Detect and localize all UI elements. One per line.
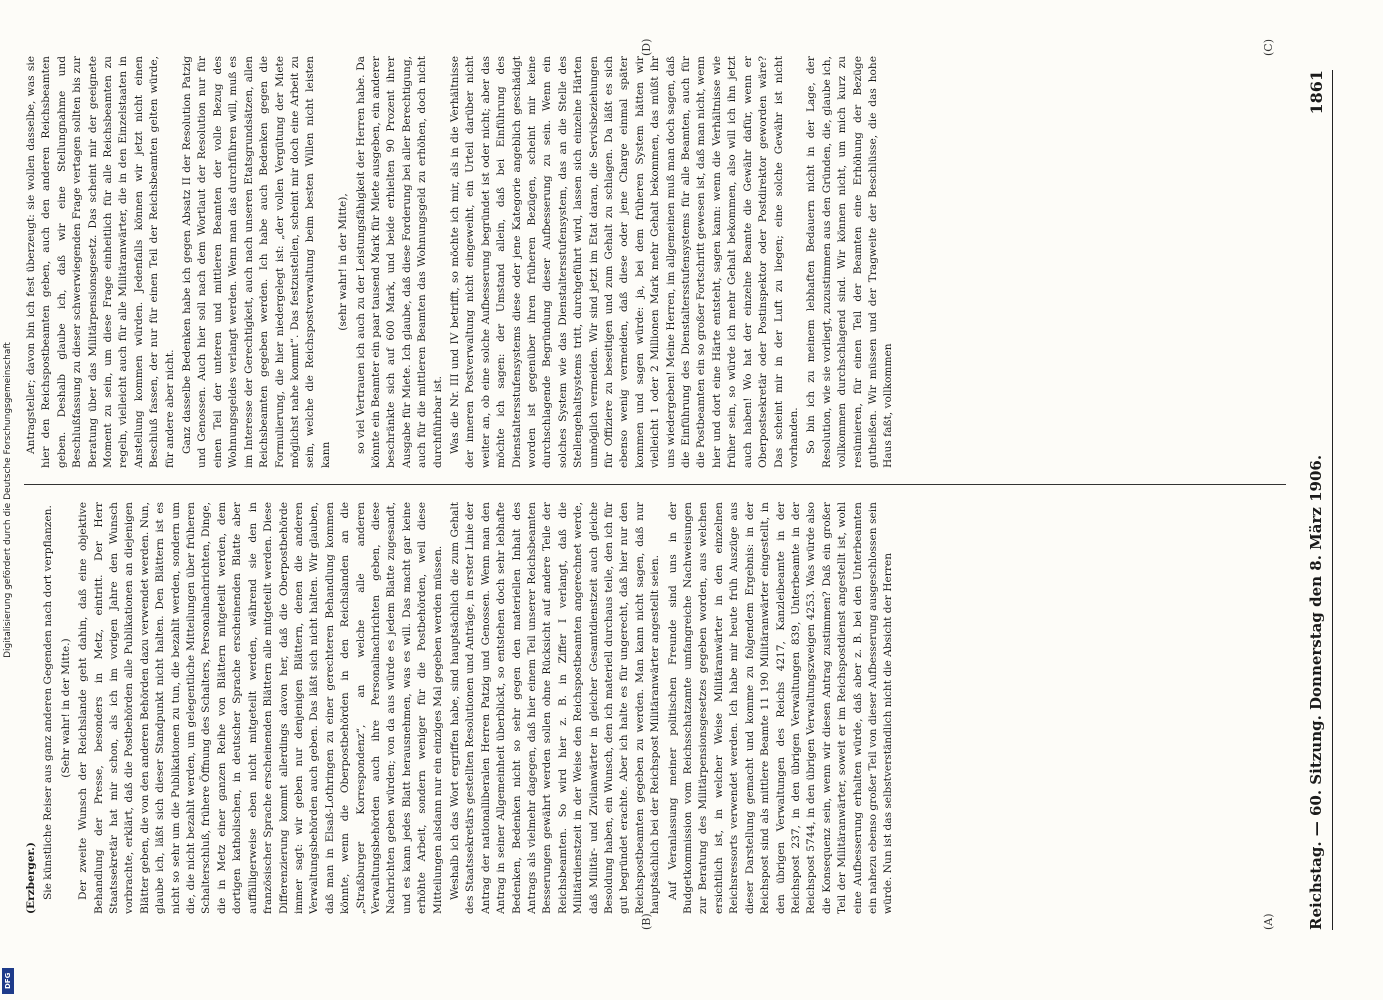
right-paragraph: So bin ich zu meinem lebhaften Bedauern nicht in der Lage, der Resolution, wie sie vorliegt, zuzustimmen aus den Gründen, die, glaube ich, vollkommen durchschlagend sind. Wir können nicht, um mich kurz zu resümieren, für einen Teil der Beamten eine Erhöhung der Bezüge gutheißen. Wir müssen und der Tragweite der Beschlüsse, die das hohe Haus faßt, vollkommen bbox=[805, 56, 895, 468]
margin-marker-d: (D) bbox=[640, 38, 653, 56]
margin-marker-b: (B) bbox=[640, 913, 653, 930]
left-paragraph: Weshalb ich das Wort ergriffen habe, sind hauptsächlich die zum Gehalt des Staatssekretärs gestellten Resolutionen und Anträge, in erster Linie der Antrag der nationalliberalen Herren Patzig und Genossen. Wenn man den Antrag in seiner Allgemeinheit überblickt, so entstehen doch sehr lebhafte Bedenken, Bedenken nicht so sehr gegen den materiellen Inhalt des Antrags als vielmehr dagegen, daß hier einem Teil unserer Reichsbeamten Besserungen gewährt werden sollen ohne Rücksicht auf andere Teile der Reichsbeamten. So wird hier z. B. in Ziffer I verlangt, daß die Militärdienstzeit in der Weise den Reichspostbeamten angerechnet werde, daß Militär- und Zivilanwärter in gleicher Gesamtdienstzeit auch gleiche Besoldung haben, ein Wunsch, den ich materiell durchaus teile, den ich für gut begründet erachte. Aber ich halte es für ungerecht, daß hier nur den Reichspostbeamten gegeben zu werden. Man kann nicht sagen, daß nur hauptsächlich bei der Reichspost Militäranwärter angestellt seien. bbox=[448, 502, 662, 914]
speaker-name: (Erzberger.) bbox=[25, 842, 37, 914]
interjection: (Sehr wahr! in der Mitte.) bbox=[59, 638, 72, 778]
header-title: Reichstag. — 60. Sitzung. Donnerstag den 8. März 1906. bbox=[1307, 454, 1325, 930]
left-paragraph: Der zweite Wunsch der Reichslande geht dahin, daß eine objektive Behandlung der Presse, besonders in Metz, eintritt. Der Herr Staatssekretär hat mir schon, als ich im vorigen Jahre den Wunsch vorbrachte, erklärt, daß die Postbehörden alle Publikationen an diejenigen Blätter geben, die von den anderen Behörden dazu verwendet werden. Nun, glaube ich, läßt sich dieser Standpunkt nicht halten. Den Blättern ist es nicht so sehr um die Publikationen zu tun, die bezahlt werden, sondern um die, die nicht bezahlt werden, um gelegentliche Mitteilungen über früheren Schalterschluß, frühere Öffnung des Schalters, Personalnachrichten, Dinge, die in Metz einer ganzen Reihe von Blättern mitgeteilt werden, dem dortigen katholischen, in deutscher Sprache erscheinenden Blatte aber auffälligerweise eben nicht mitgeteilt werden, während sie den in französischer Sprache erscheinenden Blättern alle mitgeteilt werden. Diese Differenzierung kommt allerdings davon her, daß die Oberpostbehörde immer sagt: wir geben nur denjenigen Blättern, denen die anderen Verwaltungsbehörden auch geben. Das läßt sich nicht halten. Wir glauben, daß man in Elsaß-Lothringen zu einer gerechteren Behandlung kommen könnte, wenn die Oberpostbehörden in den Reichslanden an die „Straßburger Korrespondenz“, an welche alle anderen Verwaltungsbehörden auch ihre Personalnachrichten geben, diese Nachrichten geben würden; von da aus würde es jedem Blatte zugesandt, und es kann jedes Blatt herausnehmen, was es will. Das macht gar keine erhöhte Arbeit, sondern weniger für die Postbehörden, weil diese Mitteilungen alsdann nur ein einziges Mal gegeben werden müssen. bbox=[77, 502, 444, 914]
column-divider bbox=[24, 484, 1286, 485]
right-column bbox=[24, 56, 1286, 468]
page-number: 1861 bbox=[1306, 70, 1326, 115]
right-paragraph: Was die Nr. III und IV betrifft, so möchte ich mir, als in die Verhältnisse der inneren Postverwaltung nicht eingeweiht, ein Urteil darüber nicht weiter an, ob eine solche Aufbesserung begründet ist oder nicht; aber das möchte ich sagen: der Umstand allein, daß bei Einführung des Dienstaltersstufensystems diese oder jene Kategorie angeblich geschädigt worden ist gegenüber ihren früheren Bezügen, scheint mir keine durchschlagende Begründung dieser Aufbesserung zu sein. Wenn ein solches System wie das Dienstaltersstufensystem, das an die Stelle des Stellengehaltsystems tritt, durchgeführt wird, lassen sich einzelne Härten unmöglich vermeiden. Wir sind jetzt im Etat daran, die Servisbeziehungen für Offiziere zu beseitigen und zum Gehalt zu schlagen. Da läßt es sich ebenso wenig vermeiden, daß diese oder jene Charge einmal später kommen und sagen würde: ja, bei dem früheren System hätten wir vielleicht 1 oder 2 Millionen Mark mehr Gehalt bekommen, das müßt ihr uns wiedergeben! Meine Herren, im allgemeinen muß man doch sagen, daß die Einführung des Dienstaltersstufensystems für alle Beamten, auch für die Postbeamten ein so großer Fortschritt gewesen ist, daß man nicht, wenn hier und dort eine Härte entsteht, sagen kann: wenn die Verhältnisse wie früher sein, so würde ich mehr Gehalt bekommen, also will ich ihn jetzt auch haben! Wo hat der einzelne Beamte die Gewähr dafür, wenn er Oberpostsekretär oder Postinspektor oder Postdirektor geworden wäre? Das scheint mir in der Luft zu liegen; eine solche Gewähr ist nicht vorhanden. bbox=[448, 56, 800, 468]
margin-marker-a: (A) bbox=[1262, 913, 1275, 930]
right-paragraph: so viel Vertrauen ich auch zu der Leistungsfähigkeit der Herren habe. Da könnte ein Beamter ein paar tausend Mark für Miete ausgeben, ein anderer beschränkte sich auf 600 Mark, und beide erhielten 90 Prozent ihrer Ausgabe für Miete. Ich glaube, daß diese Forderung bei aller Berechtigung, auch für die mittleren Beamten das Wohnungsgeld zu erhöhen, doch nicht durchführbar ist. bbox=[354, 56, 444, 468]
left-paragraph: Auf Veranlassung meiner politischen Freunde sind uns in der Budgetkommission vom Reichsschatzamte umfangreiche Nachweisungen zur Beratung des Militärpensionsgesetzes gegeben worden, aus welchen ersichtlich ist, in welcher Weise Militäranwärter in den einzelnen Reichsressorts verwendet werden. Ich habe mir heute früh Auszüge aus dieser Darstellung gemacht und komme zu folgendem Ergebnis: in der Reichspost sind als mittlere Beamte 11 190 Militäranwärter eingestellt, in den übrigen Verwaltungen des Reichs 4217, Kanzleibeamte in der Reichspost 237, in den übrigen Verwaltungen 839, Unterbeamte in der Reichspost 5744, in den übrigen Verwaltungszweigen 4253. Was würde also die Konsequenz sein, wenn wir diesen Antrag zustimmen? Daß ein großer Teil der Militäranwärter, soweit er im Reichspostdienst angestellt ist, wohl eine Aufbesserung erhalten würde, daß aber z. B. bei den Unterbeamten ein nahezu ebenso großer Teil von dieser Aufbesserung ausgeschlossen sein würde. Nun ist das selbstverständlich nicht die Absicht der Herren bbox=[666, 502, 895, 914]
dfg-logo: DFG bbox=[2, 968, 14, 994]
left-paragraph: Sie künstliche Reiser aus ganz anderen Gegenden nach dort verpflanzen. bbox=[42, 505, 55, 900]
digitization-credit bbox=[2, 0, 14, 1000]
page-header bbox=[1300, 70, 1333, 930]
credit-text: Digitalisierung gefördert durch die Deutsche Forschungsgemeinschaft bbox=[3, 342, 14, 658]
right-paragraph: Antragsteller; davon bin ich fest überzeugt: sie wollen dasselbe, was sie hier den Reichspostbeamten geben, auch den anderen Reichsbeamten geben. Deshalb glaube ich, daß wir eine Stellungnahme und Beschlußfassung zu dieser schwerwiegenden Frage vertagen sollten bis zur Beratung über das Militärpensionsgesetz. Das scheint mir der geeignete Moment zu sein, um diese Frage einheitlich für alle Reichsbeamten zu regeln, vielleicht auch für alle Militäranwärter, die in den Einzelstaaten in Anstellung kommen würden. Jedenfalls können wir jetzt nicht einen Beschluß fassen, der nur für einen Teil der Reichsbeamten gelten würde, für andere aber nicht. bbox=[25, 56, 176, 468]
right-paragraph: Ganz dasselbe Bedenken habe ich gegen Absatz II der Resolution Patzig und Genossen. Auch hier soll nach dem Wortlaut der Resolution nur für einen Teil der unteren und mittleren Beamten der volle Bezug des Wohnungsgeldes verlangt werden. Wenn man das durchführen will, muß es im Interesse der Gerechtigkeit, auch nach unseren Etatsgrundsätzen, allen Reichsbeamten gegeben werden. Ich habe auch Bedenken gegen die Formulierung, die hier niedergelegt ist: „der vollen Vergütung der Miete möglichst nahe kommt“. Das festzustellen, scheint mir doch eine Arbeit zu sein, welche die Reichspostverwaltung beim besten Willen nicht leisten kann bbox=[181, 56, 332, 468]
margin-marker-c: (C) bbox=[1262, 39, 1275, 56]
interjection: (sehr wahr! in der Mitte), bbox=[337, 193, 350, 331]
text-columns bbox=[24, 56, 1286, 914]
left-column bbox=[24, 502, 1286, 914]
